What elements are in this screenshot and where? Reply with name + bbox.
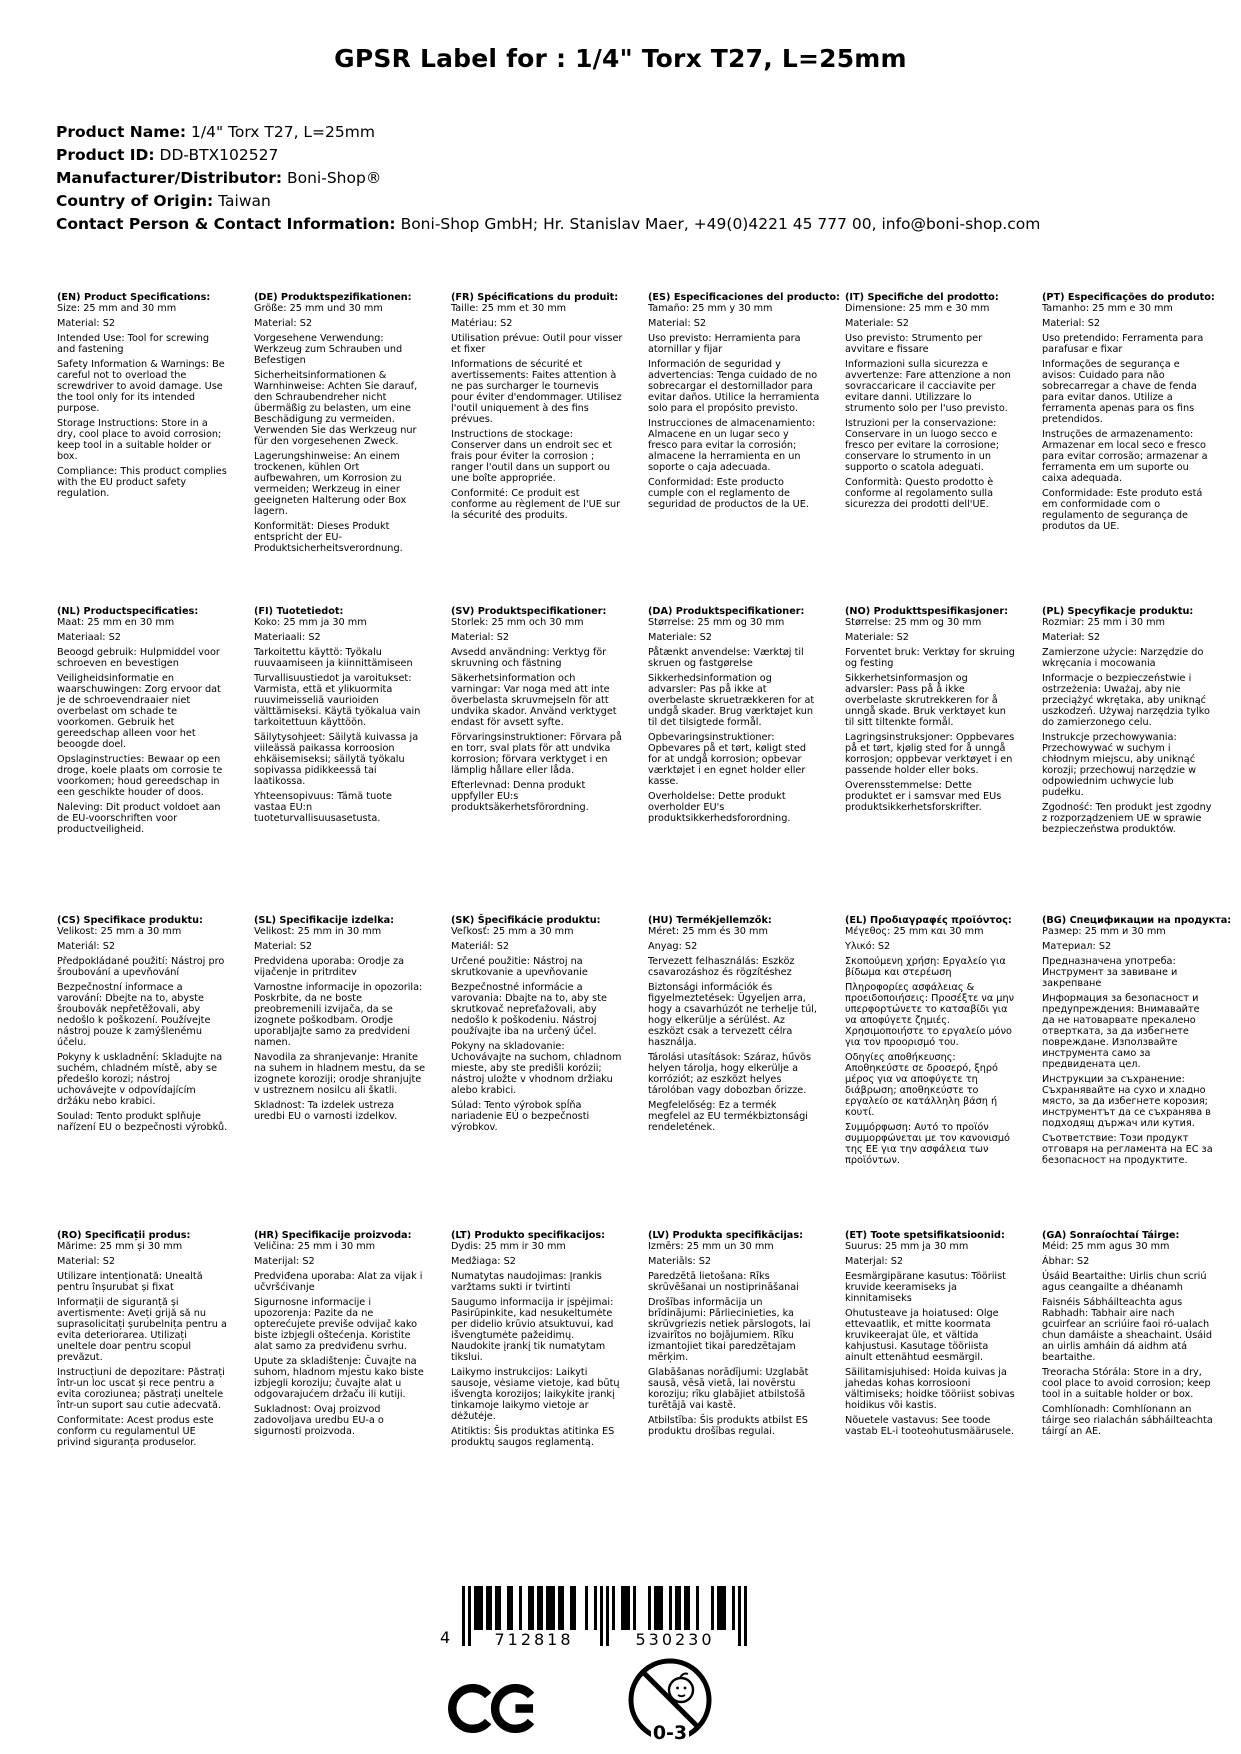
block-paragraph: Dimensione: 25 mm e 30 mm	[845, 303, 990, 314]
language-block-ga	[1042, 1230, 1214, 1452]
block-title: (SV) Produktspecifikationer:	[451, 606, 607, 617]
block-paragraph: Laikymo instrukcijos: Laikyti sausoje, vėsiame vietoje, kad būtų išvengta korozijos; laikykite įrankį tinkamoje laikymo vietoje ar dėžutėje.	[451, 1367, 620, 1422]
barcode-right-digits: 530230	[612, 1630, 738, 1649]
block-paragraph: Instrucțiuni de depozitare: Păstrați într-un loc uscat și rece pentru a evita coroziunea; păstrați uneltele într-un suport sau cutie adecvată.	[57, 1367, 225, 1411]
block-paragraph: Lagringsinstruksjoner: Oppbevares på et tørt, kjølig sted for å unngå korrosjon; oppbevar verktøyet i en passende holder eller boks.	[845, 732, 1015, 776]
block-title: (SL) Specifikacije izdelka:	[254, 915, 395, 926]
block-paragraph: Medžiaga: S2	[451, 1256, 516, 1267]
barcode-left-digits: 712818	[471, 1630, 597, 1649]
block-title: (HR) Specifikacije proizvoda:	[254, 1230, 412, 1241]
field-value: Boni-Shop®	[282, 169, 382, 187]
block-paragraph: Material: S2	[57, 318, 116, 329]
block-paragraph: Lagerungshinweise: An einem trockenen, kühlen Ort aufbewahren, um Korrosion zu vermeiden; Werkzeug in einer geeigneten Halterung oder Box lagern.	[254, 451, 407, 517]
block-paragraph: Materiál: S2	[57, 941, 116, 952]
block-paragraph: Forventet bruk: Verktøy for skruing og festing	[845, 647, 1015, 669]
age-warning-label: 0-3	[652, 1722, 688, 1744]
language-specs-grid	[57, 292, 1232, 1452]
block-paragraph: Materiaal: S2	[57, 632, 121, 643]
block-paragraph: Conformidad: Este producto cumple con el reglamento de seguridad de productos de la UE.	[648, 477, 809, 510]
block-paragraph: Informacje o bezpieczeństwie i ostrzeżenia: Uważaj, aby nie przeciążyć wkrętaka, aby uniknąć uszkodzeń. Używaj narzędzia tylko do zamierzonego celu.	[1042, 673, 1210, 728]
field-value: Boni-Shop GmbH; Hr. Stanislav Maer, +49(0)4221 45 777 00, info@boni-shop.com	[395, 215, 1041, 233]
ce-mark-icon	[448, 1684, 540, 1733]
block-paragraph: Sigurnosne informacije i upozorenja: Pazite da ne opterećujete previše odvijač kako biste izbjegli oštećenja. Koristite alat samo za predviđenu svrhu.	[254, 1297, 418, 1352]
block-paragraph: Navodila za shranjevanje: Hranite na suhem in hladnem mestu, da se izognete koroziji; orodje shranjujte v ustreznem nosilcu ali škatli.	[254, 1052, 426, 1096]
block-paragraph: Materiál: S2	[451, 941, 510, 952]
block-paragraph: Overensstemmelse: Dette produktet er i samsvar med EUs produktsikkerhetsforskrifter.	[845, 780, 1002, 813]
barcode-prefix-digit: 4	[440, 1628, 451, 1647]
block-paragraph: Materjal: S2	[845, 1256, 904, 1267]
block-paragraph: Utilisation prévue: Outil pour visser et fixer	[451, 333, 623, 355]
language-block-hu	[648, 915, 820, 1230]
block-paragraph: Materijal: S2	[254, 1256, 315, 1267]
block-paragraph: Materiaali: S2	[254, 632, 321, 643]
block-paragraph: Material: S2	[254, 318, 313, 329]
block-title: (DE) Produktspezifikationen:	[254, 292, 412, 303]
block-paragraph: Maat: 25 mm en 30 mm	[57, 617, 175, 628]
product-info-line	[56, 144, 1040, 167]
block-paragraph: Οδηγίες αποθήκευσης: Αποθηκεύστε σε δροσερό, ξηρό μέρος για να αποφύγετε τη διάβρωση; αποθηκεύστε το εργαλείο σε κατάλληλη βάση ή κουτί.	[845, 1052, 998, 1118]
block-paragraph: Yhteensopivuus: Tämä tuote vastaa EU:n tuoteturvallisuusasetusta.	[254, 791, 392, 824]
language-block-it	[845, 292, 1017, 606]
field-value: 1/4" Torx T27, L=25mm	[186, 123, 375, 141]
block-paragraph: Skladnost: Ta izdelek ustreza uredbi EU o varnosti izdelkov.	[254, 1100, 398, 1122]
field-label: Product Name:	[56, 123, 187, 141]
block-paragraph: Размер: 25 mm и 30 mm	[1042, 926, 1166, 937]
language-block-ro	[57, 1230, 229, 1452]
block-paragraph: Comhlíonadh: Comhlíonann an táirge seo rialachán sábháilteachta táirgí an AE.	[1042, 1404, 1213, 1437]
block-paragraph: Opbevaringsinstruktioner: Opbevares på et tørt, køligt sted for at undgå korrosion; opbevar værktøjet i en egnet holder eller kasse.	[648, 732, 806, 787]
block-title: (RO) Specificații produs:	[57, 1230, 191, 1241]
block-title: (PT) Especificações do produto:	[1042, 292, 1215, 303]
language-block-fi	[254, 606, 426, 915]
block-paragraph: Treoracha Stórála: Store in a dry, cool place to avoid corrosion; keep tool in a suitable holder or box.	[1042, 1367, 1211, 1400]
block-paragraph: Conformité: Ce produit est conforme au règlement de l'UE sur la sécurité des produits.	[451, 488, 621, 521]
block-paragraph: Compliance: This product complies with the EU product safety regulation.	[57, 466, 227, 499]
language-block-nl	[57, 606, 229, 915]
language-block-bg	[1042, 915, 1232, 1230]
block-paragraph: Nõuetele vastavus: See toode vastab EL-i tooteohutusmäärusele.	[845, 1415, 1015, 1437]
block-paragraph: Conformità: Questo prodotto è conforme al regolamento sulla sicurezza dei prodotti dell'UE.	[845, 477, 994, 510]
block-title: (DA) Produktspecifikationer:	[648, 606, 805, 617]
field-label: Country of Origin:	[56, 192, 214, 210]
block-paragraph: Conformitate: Acest produs este conform cu regulamentul UE privind siguranța produselor.	[57, 1415, 214, 1448]
block-paragraph: Veiligheidsinformatie en waarschuwingen: Zorg ervoor dat je de schroevendraaier niet overbelast om schade te voorkomen. Gebruik het gereedschap alleen voor het beoogde doel.	[57, 673, 221, 750]
block-paragraph: Glabāšanas norādījumi: Uzglabāt sausā, vēsā vietā, lai novērstu koroziju; rīku glabājiet atbilstošā turētājā vai kastē.	[648, 1367, 809, 1411]
block-paragraph: Soulad: Tento produkt splňuje nařízení EU o bezpečnosti výrobků.	[57, 1111, 228, 1133]
block-paragraph: Materiale: S2	[845, 632, 909, 643]
block-paragraph: Tárolási utasítások: Száraz, hűvös helyen tárolja, hogy elkerülje a korróziót; az eszközt helyes tárolóban vagy dobozban őrizze.	[648, 1052, 811, 1096]
block-paragraph: Informations de sécurité et avertissements: Faites attention à ne pas surcharger le tournevis pour éviter d'endommager. Utilisez l'outil uniquement à des fins prévues.	[451, 359, 622, 425]
block-paragraph: Dydis: 25 mm ir 30 mm	[451, 1241, 566, 1252]
block-paragraph: Πληροφορίες ασφάλειας & προειδοποιήσεις: Προσέξτε να μην υπερφορτώνετε το κατσαβίδι για να αποφύγετε ζημιές. Χρησιμοποιήστε το εργαλείο μόνο για τον προορισμό του.	[845, 982, 1015, 1048]
block-title: (NL) Productspecificaties:	[57, 606, 199, 617]
block-paragraph: Izmērs: 25 mm un 30 mm	[648, 1241, 774, 1252]
block-paragraph: Avsedd användning: Verktyg för skruvning och fästning	[451, 647, 607, 669]
block-paragraph: Informații de siguranță și avertismente: Aveți grijă să nu suprasolicitați șurubelnița pentru a evita deteriorarea. Utilizați uneltele doar pentru scopul prevăzut.	[57, 1297, 227, 1363]
block-title: (FR) Spécifications du produit:	[451, 292, 619, 303]
block-paragraph: Materiał: S2	[1042, 632, 1101, 643]
block-paragraph: Veľkosť: 25 mm a 30 mm	[451, 926, 574, 937]
block-paragraph: Instructions de stockage: Conserver dans un endroit sec et frais pour éviter la corrosion ; ranger l'outil dans un support ou une boîte appropriée.	[451, 429, 612, 484]
page-title: GPSR Label for : 1/4" Torx T27, L=25mm	[334, 44, 907, 73]
block-paragraph: Určené použitie: Nástroj na skrutkovanie a upevňovanie	[451, 956, 588, 978]
block-paragraph: Bezpečnostní informace a varování: Dbejte na to, abyste šroubovák nepřetěžovali, aby nedošlo k poškození. Používejte nástroj pouze k zamýšlenému účelu.	[57, 982, 211, 1048]
block-paragraph: Velikost: 25 mm a 30 mm	[57, 926, 182, 937]
language-block-en	[57, 292, 229, 606]
block-title: (BG) Спецификации на продукта:	[1042, 915, 1232, 926]
block-paragraph: Material: S2	[648, 318, 707, 329]
language-block-cs	[57, 915, 229, 1230]
block-paragraph: Eesmärgipärane kasutus: Tööriist kruvide keeramiseks ja kinnitamiseks	[845, 1271, 1006, 1304]
block-paragraph: Storage Instructions: Store in a dry, cool place to avoid corrosion; keep tool in a suitable holder or box.	[57, 418, 222, 462]
block-paragraph: Ábhar: S2	[1042, 1256, 1090, 1267]
block-paragraph: Materiāls: S2	[648, 1256, 712, 1267]
block-paragraph: Ohutusteave ja hoiatused: Olge ettevaatlik, et mitte koormata kruvikeerajat üle, et vältida kahjustusi. Kasutage tööriista ainult ettenähtud eesmärgil.	[845, 1308, 999, 1363]
block-paragraph: Informações de segurança e avisos: Cuidado para não sobrecarregar a chave de fenda para evitar danos. Utilize a ferramenta apenas para os fins pretendidos.	[1042, 359, 1197, 425]
product-info-line	[56, 213, 1040, 236]
language-block-et	[845, 1230, 1017, 1452]
block-title: (HU) Termékjellemzők:	[648, 915, 772, 926]
block-paragraph: Úsáid Beartaithe: Uirlis chun scriú agus ceangailte a dhéanamh	[1042, 1271, 1207, 1293]
block-paragraph: Anyag: S2	[648, 941, 698, 952]
block-paragraph: Υλικό: S2	[845, 941, 891, 952]
block-paragraph: Instrukcje przechowywania: Przechowywać w suchym i chłodnym miejscu, aby uniknąć korozji; przechowuj narzędzie w odpowiednim uchwycie lub pudełku.	[1042, 732, 1197, 798]
field-label: Manufacturer/Distributor:	[56, 169, 283, 187]
block-paragraph: Μέγεθος: 25 mm και 30 mm	[845, 926, 984, 937]
block-paragraph: Säilytysohjeet: Säilytä kuivassa ja viileässä paikassa korroosion ehkäisemiseksi; säilytä työkalu sopivassa pidikkeessä tai laatikossa.	[254, 732, 419, 787]
block-paragraph: Zamierzone użycie: Narzędzie do wkręcania i mocowania	[1042, 647, 1204, 669]
language-block-el	[845, 915, 1017, 1230]
block-paragraph: Předpokládané použití: Nástroj pro šroubování a upevňování	[57, 956, 225, 978]
product-info-line	[56, 167, 1040, 190]
block-paragraph: Koko: 25 mm ja 30 mm	[254, 617, 367, 628]
block-paragraph: Súlad: Tento výrobok spĺňa nariadenie EÚ o bezpečnosti výrobkov.	[451, 1100, 590, 1133]
block-title: (NO) Produkttspesifikasjoner:	[845, 606, 1009, 617]
language-block-sk	[451, 915, 623, 1230]
block-paragraph: Faisnéis Sábháilteachta agus Rabhadh: Tabhair aire nach gcuirfear an scriúire faoi ró-ualach chun damáiste a sheachaint. Úsáid an uirlis amháin dá aidhm atá beartaithe.	[1042, 1297, 1213, 1363]
block-paragraph: Atbilstība: Šis produkts atbilst ES produktu drošības regulai.	[648, 1415, 808, 1437]
block-paragraph: Matériau: S2	[451, 318, 513, 329]
block-paragraph: Naleving: Dit product voldoet aan de EU-voorschriften voor productveiligheid.	[57, 802, 221, 835]
language-block-lt	[451, 1230, 623, 1452]
language-block-pl	[1042, 606, 1214, 915]
block-title: (FI) Tuotetiedot:	[254, 606, 344, 617]
block-paragraph: Saugumo informacija ir įspėjimai: Pasirūpinkite, kad nesukeltumėte per didelio krūvio atsuktuvui, kad išvengtumėte pažeidimų. Naudokite įrankį tik numatytam tikslui.	[451, 1297, 614, 1363]
block-paragraph: Rozmiar: 25 mm i 30 mm	[1042, 617, 1165, 628]
block-paragraph: Megfelelőség: Ez a termék megfelel az EU termékbiztonsági rendeletének.	[648, 1100, 808, 1133]
language-block-da	[648, 606, 820, 915]
block-paragraph: Förvaringsinstruktioner: Förvara på en torr, sval plats för att undvika korrosion; förvara verktyget i en lämplig hållare eller låda.	[451, 732, 622, 776]
block-title: (EL) Προδιαγραφές προϊόντος:	[845, 915, 1012, 926]
block-paragraph: Uso previsto: Herramienta para atornillar y fijar	[648, 333, 801, 355]
block-title: (CS) Specifikace produktu:	[57, 915, 203, 926]
block-paragraph: Mărime: 25 mm și 30 mm	[57, 1241, 183, 1252]
block-paragraph: Pokyny na skladovanie: Uchovávajte na suchom, chladnom mieste, aby ste predišli korózii; nástroj uložte v vhodnom držiaku alebo krabici.	[451, 1041, 622, 1096]
language-block-no	[845, 606, 1017, 915]
ean-barcode	[440, 1586, 750, 1650]
block-title: (EN) Product Specifications:	[57, 292, 211, 303]
block-paragraph: Vorgesehene Verwendung: Werkzeug zum Schrauben und Befestigen	[254, 333, 403, 366]
block-paragraph: Beoogd gebruik: Hulpmiddel voor schroeven en bevestigen	[57, 647, 220, 669]
language-block-lv	[648, 1230, 820, 1452]
block-paragraph: Safety Information & Warnings: Be careful not to overload the screwdriver to avoid damage. Use the tool only for its intended purpose.	[57, 359, 225, 414]
block-title: (PL) Specyfikacje produktu:	[1042, 606, 1194, 617]
language-block-pt	[1042, 292, 1214, 606]
block-paragraph: Upute za skladištenje: Čuvajte na suhom, hladnom mjestu kako biste izbjegli koroziju; čuvajte alat u odgovarajućem držaču ili kutiji.	[254, 1356, 424, 1400]
language-block-sl	[254, 915, 426, 1230]
block-paragraph: Tamaño: 25 mm y 30 mm	[648, 303, 773, 314]
block-title: (GA) Sonraíochtaí Táirge:	[1042, 1230, 1180, 1241]
product-info-line	[56, 190, 1040, 213]
block-paragraph: Istruzioni per la conservazione: Conservare in un luogo secco e fresco per evitare la corrosione; conservare lo strumento in un supporto o scatola adeguati.	[845, 418, 1000, 473]
block-paragraph: Material: S2	[57, 1256, 116, 1267]
block-title: (SK) Špecifikácie produktu:	[451, 915, 601, 926]
block-paragraph: Tarkoitettu käyttö: Työkalu ruuvaamiseen ja kiinnittämiseen	[254, 647, 413, 669]
field-label: Product ID:	[56, 146, 155, 164]
language-block-es	[648, 292, 840, 606]
block-paragraph: Uso previsto: Strumento per avvitare e fissare	[845, 333, 983, 355]
block-paragraph: Size: 25 mm and 30 mm	[57, 303, 177, 314]
block-paragraph: Материал: S2	[1042, 941, 1112, 952]
block-paragraph: Sikkerhedsinformation og advarsler: Pas på ikke at overbelaste skruetrækkeren for at undgå skader. Brug værktøjet kun til det tilsigtede formål.	[648, 673, 815, 728]
block-paragraph: Suurus: 25 mm ja 30 mm	[845, 1241, 969, 1252]
block-paragraph: Größe: 25 mm und 30 mm	[254, 303, 383, 314]
block-paragraph: Съответствие: Този продукт отговаря на регламента на ЕС за безопасност на продуктите.	[1042, 1133, 1213, 1166]
field-label: Contact Person & Contact Information:	[56, 215, 396, 233]
block-paragraph: Συμμόρφωση: Αυτό το προϊόν συμμορφώνεται με τον κανονισμό της ΕΕ για την ασφάλεια των προϊόντων.	[845, 1122, 1010, 1166]
language-block-hr	[254, 1230, 426, 1452]
block-title: (ES) Especificaciones del producto:	[648, 292, 840, 303]
block-paragraph: Drošības informācija un brīdinājumi: Pārliecinieties, ka skrūvgriezis netiek pārslogots, lai izvairītos no bojājumiem. Rīku izmantojiet tikai paredzētajam mērķim.	[648, 1297, 811, 1363]
block-title: (LV) Produkta specifikācijas:	[648, 1230, 803, 1241]
block-title: (LT) Produkto specifikacijos:	[451, 1230, 606, 1241]
block-paragraph: Materiale: S2	[648, 632, 712, 643]
block-paragraph: Instrucciones de almacenamiento: Almacene en un lugar seco y fresco para evitar la corrosión; almacene la herramienta en un soporte o caja adecuada.	[648, 418, 816, 473]
block-paragraph: Zgodność: Ten produkt jest zgodny z rozporządzeniem UE w sprawie bezpieczeństwa produktów.	[1042, 802, 1212, 835]
block-paragraph: Säkerhetsinformation och varningar: Var noga med att inte överbelasta skruvmejseln för att undvika skador. Använd verktyget endast för avsett syfte.	[451, 673, 617, 728]
block-paragraph: Sicherheitsinformationen & Warnhinweise: Achten Sie darauf, den Schraubendreher nicht übermäßig zu belasten, um eine Beschädigung zu vermeiden. Verwenden Sie das Werkzeug nur für den vorgesehenen Zweck.	[254, 370, 418, 447]
block-paragraph: Conformidade: Este produto está em conformidade com o regulamento de segurança de produtos da UE.	[1042, 488, 1203, 532]
block-paragraph: Инструкции за съхранение: Съхранявайте на сухо и хладно място, за да избегнете корозия; инструментът да се съхранява в подходящ държач или кутия.	[1042, 1074, 1211, 1129]
block-paragraph: Overholdelse: Dette produkt overholder EU's produktsikkerhedsforordning.	[648, 791, 791, 824]
language-block-fr	[451, 292, 623, 606]
product-info	[56, 121, 1040, 236]
block-paragraph: Påtænkt anvendelse: Værktøj til skruen og fastgørelse	[648, 647, 804, 669]
block-paragraph: Informazioni sulla sicurezza e avvertenze: Fare attenzione a non sovraccaricare il cacciavite per evitare danni. Utilizzare lo strumento solo per l'uso previsto.	[845, 359, 1011, 414]
block-paragraph: Paredzētā lietošana: Rīks skrūvēšanai un nostiprināšanai	[648, 1271, 799, 1293]
block-paragraph: Méret: 25 mm és 30 mm	[648, 926, 768, 937]
block-paragraph: Konformität: Dieses Produkt entspricht der EU-Produktsicherheitsverordnung.	[254, 521, 403, 554]
block-paragraph: Instruções de armazenamento: Armazenar em local seco e fresco para evitar corrosão; armazenar a ferramenta em um suporte ou caixa adequada.	[1042, 429, 1208, 484]
language-block-de	[254, 292, 426, 606]
block-paragraph: Tervezett felhasználás: Eszköz csavarozáshoz és rögzítéshez	[648, 956, 795, 978]
block-title: (ET) Toote spetsifikatsioonid:	[845, 1230, 1005, 1241]
block-paragraph: Bezpečnostné informácie a varovania: Dbajte na to, aby ste skrutkovač nepreťažovali, aby nedošlo k poškodeniu. Nástroj používajte iba na určený účel.	[451, 982, 607, 1037]
age-warning-0-3-icon	[624, 1656, 716, 1748]
block-paragraph: Taille: 25 mm et 30 mm	[451, 303, 567, 314]
block-paragraph: Storlek: 25 mm och 30 mm	[451, 617, 584, 628]
block-paragraph: Sikkerhetsinformasjon og advarsler: Pass på å ikke overbelaste skrutrekkeren for å unngå skade. Bruk verktøyet kun til sitt tiltenkte formål.	[845, 673, 1006, 728]
block-paragraph: Varnostne informacije in opozorila: Poskrbite, da ne boste preobremenili izvijača, da se izognete poškodbam. Orodje uporabljajte samo za predvideni namen.	[254, 982, 423, 1048]
block-paragraph: Numatytas naudojimas: Įrankis varžtams sukti ir tvirtinti	[451, 1271, 602, 1293]
block-paragraph: Material: S2	[254, 941, 313, 952]
block-paragraph: Opslaginstructies: Bewaar op een droge, koele plaats om corrosie te voorkomen; houd gereedschap in een geschikte houder of doos.	[57, 754, 223, 798]
block-paragraph: Méid: 25 mm agus 30 mm	[1042, 1241, 1170, 1252]
block-paragraph: Material: S2	[1042, 318, 1101, 329]
block-paragraph: Información de seguridad y advertencias: Tenga cuidado de no sobrecargar el destornillador para evitar daños. Utilice la herramienta solo para el propósito previsto.	[648, 359, 820, 414]
block-paragraph: Veličina: 25 mm i 30 mm	[254, 1241, 376, 1252]
product-info-line	[56, 121, 1040, 144]
block-paragraph: Velikost: 25 mm in 30 mm	[254, 926, 382, 937]
block-paragraph: Efterlevnad: Denna produkt uppfyller EU:s produktsäkerhetsförordning.	[451, 780, 589, 813]
block-paragraph: Biztonsági információk és figyelmeztetések: Ügyeljen arra, hogy a csavarhúzót ne terhelje túl, hogy elkerülje a sérülést. Az eszközt csak a tervezett célra használja.	[648, 982, 817, 1048]
language-block-sv	[451, 606, 623, 915]
block-paragraph: Material: S2	[451, 632, 510, 643]
block-paragraph: Predvidena uporaba: Orodje za vijačenje in pritrditev	[254, 956, 405, 978]
block-paragraph: Sukladnost: Ovaj proizvod zadovoljava uredbu EU-a o sigurnosti proizvoda.	[254, 1404, 384, 1437]
block-paragraph: Σκοπούμενη χρήση: Εργαλείο για βίδωμα και στερέωση	[845, 956, 1006, 978]
field-value: Taiwan	[213, 192, 271, 210]
block-title: (IT) Specifiche del prodotto:	[845, 292, 999, 303]
block-paragraph: Størrelse: 25 mm og 30 mm	[648, 617, 785, 628]
block-paragraph: Предназначена употреба: Инструмент за завиване и закрепване	[1042, 956, 1178, 989]
block-paragraph: Størrelse: 25 mm og 30 mm	[845, 617, 982, 628]
field-value: DD-BTX102527	[154, 146, 279, 164]
block-paragraph: Utilizare intenționată: Unealtă pentru înșurubat și fixat	[57, 1271, 203, 1293]
block-paragraph: Pokyny k uskladnění: Skladujte na suchém, chladném místě, aby se předešlo korozi; nástroj uchovávejte v odpovídajícím držáku nebo krabici.	[57, 1052, 223, 1107]
block-paragraph: Säilitamisjuhised: Hoida kuivas ja jahedas kohas korrosiooni vältimiseks; hoidke tööriist sobivas hoidikus või kastis.	[845, 1367, 1015, 1411]
block-paragraph: Информация за безопасност и предупреждения: Внимавайте да не натоварвате прекалено отвертката, за да избегнете повреждане. Използвайте инструмента само за предвидената цел.	[1042, 993, 1200, 1070]
block-paragraph: Uso pretendido: Ferramenta para parafusar e fixar	[1042, 333, 1204, 355]
block-paragraph: Predviđena uporaba: Alat za vijak i učvršćivanje	[254, 1271, 423, 1293]
block-paragraph: Materiale: S2	[845, 318, 909, 329]
block-paragraph: Intended Use: Tool for screwing and fastening	[57, 333, 209, 355]
block-paragraph: Turvallisuustiedot ja varoitukset: Varmista, että et ylikuormita ruuvimeisseliä vaurioiden välttämiseksi. Käytä työkalua vain tarkoitettuun käyttöön.	[254, 673, 421, 728]
block-paragraph: Atitiktis: Šis produktas atitinka ES produktų saugos reglamentą.	[451, 1426, 615, 1448]
block-paragraph: Tamanho: 25 mm e 30 mm	[1042, 303, 1173, 314]
